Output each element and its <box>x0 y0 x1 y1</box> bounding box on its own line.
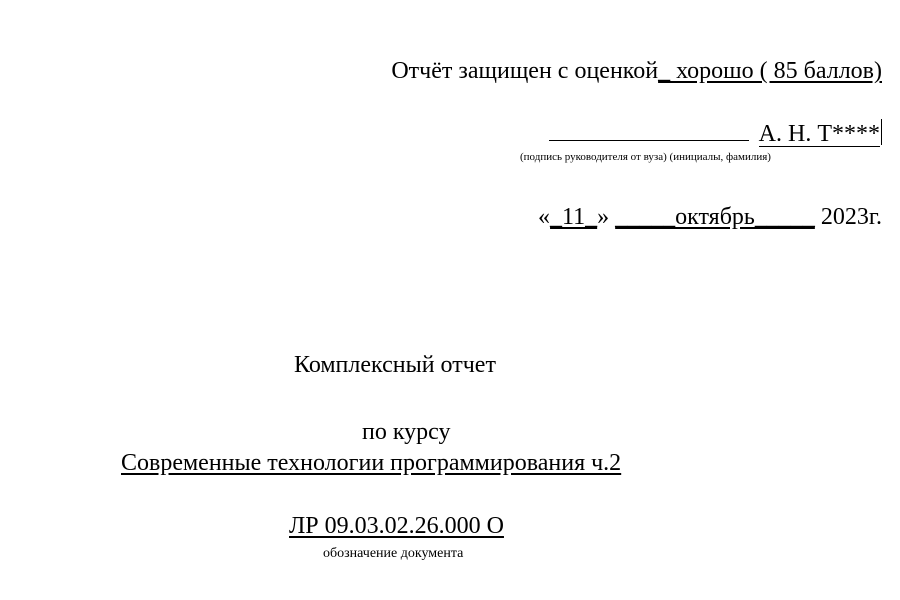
date-day: _11_ <box>550 204 598 230</box>
signature-caption: (подпись руководителя от вуза) (инициалы, фамилия) <box>520 151 771 163</box>
document-code-caption: обозначение документа <box>323 546 464 561</box>
date-line <box>538 202 882 232</box>
signature-blank <box>549 118 749 141</box>
document-code: ЛР 09.03.02.26.000 О <box>289 513 504 539</box>
course-name: Современные технологии программирования ч.2 <box>121 450 622 476</box>
grade-prefix: Отчёт защищен с оценкой <box>391 58 659 84</box>
signature-line <box>549 118 882 149</box>
date-open-quote: « <box>538 204 551 230</box>
signature-name: А. Н. Т**** <box>758 121 880 147</box>
grade-value: _ хорошо ( 85 баллов) <box>658 58 882 84</box>
grade-line <box>391 56 882 86</box>
text-cursor <box>881 119 882 145</box>
date-year: 2023г. <box>820 204 882 230</box>
report-title: Комплексный отчет <box>294 352 496 378</box>
date-month: _____октябрь_____ <box>615 204 815 230</box>
course-prefix: по курсу <box>362 419 451 445</box>
date-close-quote: » <box>597 204 610 230</box>
